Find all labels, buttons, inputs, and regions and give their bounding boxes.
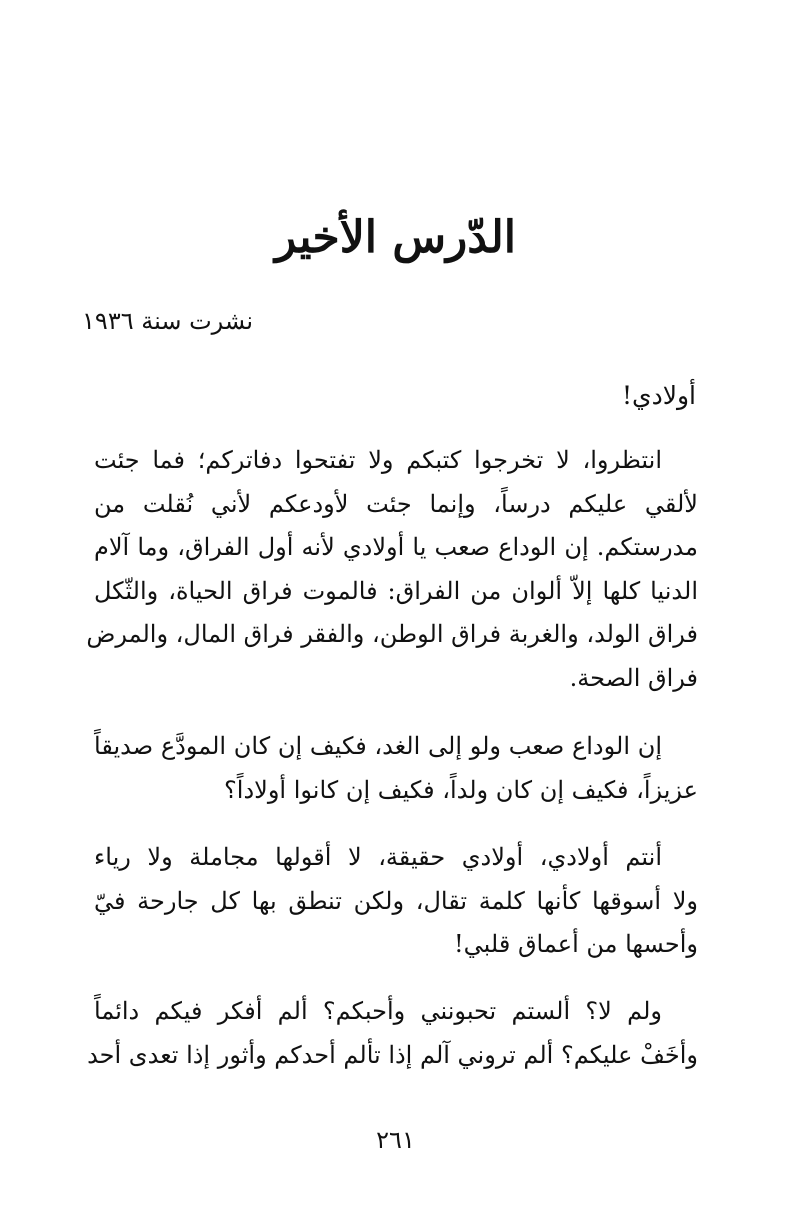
paragraph-1: [86, 439, 698, 700]
chapter-title: الدّرس الأخير: [274, 212, 517, 263]
paragraph-2: [94, 725, 698, 812]
text-line: إن الوداع صعب ولو إلى الغد، فكيف إن كان المودَّع صديقاً: [94, 732, 662, 760]
text-line: ولا أسوقها كأنها كلمة تقال، ولكن تنطق بها كل جارحة فيّ: [94, 886, 698, 915]
paragraph-3: [94, 836, 698, 967]
text-line: عزيزاً، فكيف إن كان ولداً، فكيف إن كانوا أولاداً؟: [224, 775, 698, 804]
text-line: الدنيا كلها إلاّ ألوان من الفراق: فالموت فراق الحياة، والثّكل: [94, 576, 698, 605]
paragraph-4: [87, 990, 698, 1077]
text-line: وأحسها من أعماق قلبي!: [454, 930, 698, 958]
text-line: فراق الولد، والغربة فراق الوطن، والفقر فراق المال، والمرض: [86, 620, 698, 648]
text-line: وأخَفْ عليكم؟ ألم تروني آلم إذا تألم أحدكم وأثور إذا تعدى أحد: [87, 1040, 698, 1069]
text-line: أنتم أولادي، أولادي حقيقة، لا أقولها مجاملة ولا رياء: [94, 843, 662, 871]
text-line: انتظروا، لا تخرجوا كتبكم ولا تفتحوا دفاتركم؛ فما جئت: [94, 446, 662, 474]
text-line: لألقي عليكم درساً، وإنما جئت لأودعكم لأني نُقلت من: [94, 489, 698, 518]
publication-note: نشرت سنة ١٩٣٦: [82, 307, 253, 335]
greeting-line: أولادي!: [621, 381, 696, 410]
text-line: فراق الصحة.: [569, 663, 698, 692]
text-line: ولم لا؟ ألستم تحبونني وأحبكم؟ ألم أفكر فيكم دائماً: [94, 997, 662, 1025]
page-number: ٢٦١: [376, 1126, 415, 1154]
text-line: مدرستكم. إن الوداع صعب يا أولادي لأنه أول الفراق، وما آلام: [94, 533, 698, 561]
